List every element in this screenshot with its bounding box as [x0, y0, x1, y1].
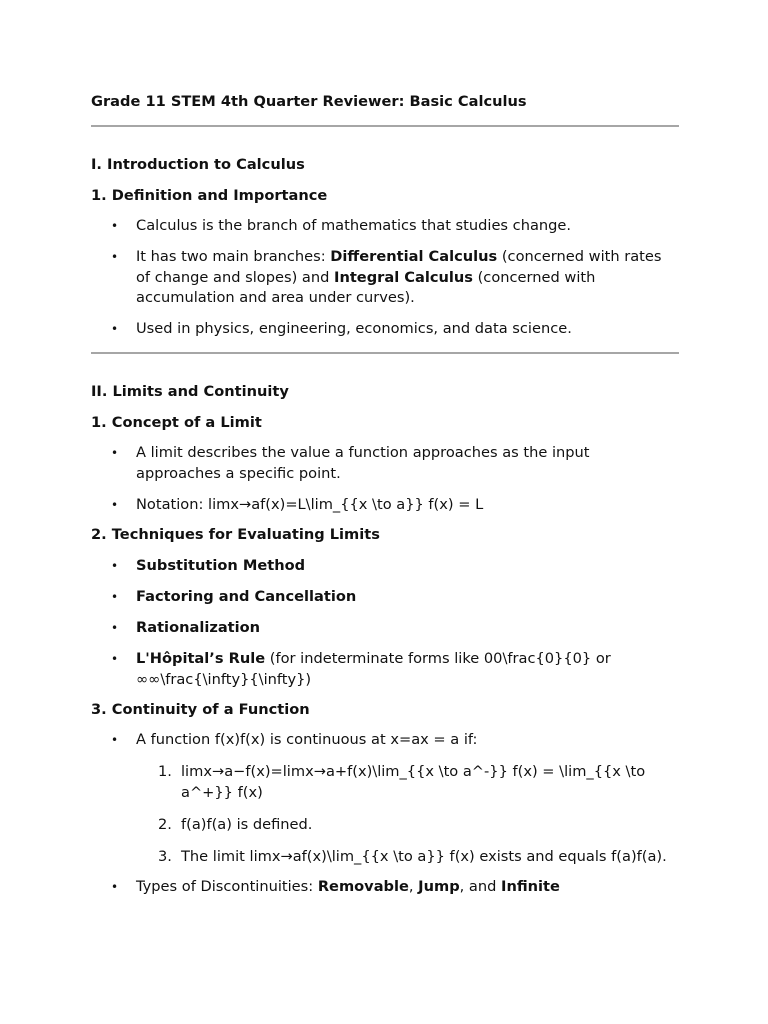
- list-item: [91, 618, 679, 639]
- list-item: [91, 443, 679, 485]
- subsection-limit-heading: 1. Concept of a Limit: [91, 413, 262, 431]
- bold-term: Differential Calculus: [330, 247, 498, 265]
- list-item-text: It has two main branches:: [136, 247, 331, 265]
- list-item: [91, 649, 679, 691]
- list-item-text: A limit describes the value a function approaches as the input approaches a specific point.: [136, 443, 590, 482]
- list-item-text: f(a)f(a) is defined.: [181, 815, 313, 833]
- list-item-text: A function f(x)f(x) is continuous at x=ax = a if:: [136, 731, 478, 749]
- list-item: [91, 762, 679, 804]
- section-2-heading: II. Limits and Continuity: [91, 382, 289, 400]
- subsection-continuity-heading: 3. Continuity of a Function: [91, 701, 310, 719]
- subsection-techniques-heading: 2. Techniques for Evaluating Limits: [91, 526, 380, 544]
- list-item-text: Used in physics, engineering, economics, and data science.: [136, 320, 572, 338]
- list-item-text: ,: [408, 878, 419, 896]
- discontinuity-list: [91, 877, 679, 898]
- list-item-text: (concerned with rates of change and slopes) and: [136, 247, 662, 286]
- list-item: [91, 877, 679, 898]
- bold-term: Integral Calculus: [334, 268, 473, 286]
- list-item-text: Types of Discontinuities:: [136, 878, 318, 896]
- section-divider: [91, 352, 679, 354]
- subsection-definition-heading: 1. Definition and Importance: [91, 187, 328, 204]
- definition-list: [91, 216, 679, 340]
- list-item: [91, 815, 679, 836]
- bold-term: Factoring and Cancellation: [136, 588, 357, 606]
- bold-term: Rationalization: [136, 618, 261, 636]
- list-item-text: Notation: limx→af(x)=L\lim_{{x \to a}} f(x) = L: [136, 495, 484, 513]
- list-item: [91, 730, 679, 751]
- limit-list: [91, 443, 679, 515]
- list-item-text: limx→a−f(x)=limx→a+f(x)\lim_{{x \to a^-}} f(x) = \lim_{{x \to a^+}} f(x): [181, 763, 646, 801]
- list-number: 3.: [158, 847, 172, 865]
- bold-term: Jump: [418, 878, 460, 896]
- continuity-conditions-list: [91, 762, 679, 867]
- bold-term: Removable: [317, 878, 409, 896]
- list-number: 2.: [158, 815, 172, 833]
- list-item-text: The limit limx→af(x)\lim_{{x \to a}} f(x) exists and equals f(a)f(a).: [181, 847, 667, 865]
- list-item: [91, 556, 679, 577]
- list-number: 1.: [158, 763, 172, 781]
- list-item: [91, 247, 679, 309]
- list-item: [91, 847, 679, 868]
- bold-term: Substitution Method: [136, 557, 306, 575]
- continuity-list: [91, 730, 679, 751]
- bold-term: Infinite: [501, 878, 560, 896]
- bold-term: L'Hôpital’s Rule: [136, 649, 266, 667]
- section-divider: [91, 125, 679, 127]
- list-item-text: Calculus is the branch of mathematics that studies change.: [136, 217, 572, 234]
- list-item: [91, 319, 679, 340]
- document-title: Grade 11 STEM 4th Quarter Reviewer: Basic Calculus: [91, 93, 527, 110]
- list-item-text: (concerned with accumulation and area under curves).: [136, 268, 596, 307]
- list-item: [91, 495, 679, 516]
- list-item-text: , and: [459, 878, 502, 896]
- list-item: [91, 216, 679, 237]
- list-item-text: (for indeterminate forms like 00\frac{0}{0} or ∞∞\frac{\infty}{\infty}): [136, 649, 611, 688]
- list-item: [91, 587, 679, 608]
- document-page: [91, 92, 679, 898]
- section-1-heading: I. Introduction to Calculus: [91, 156, 305, 173]
- techniques-list: [91, 556, 679, 690]
